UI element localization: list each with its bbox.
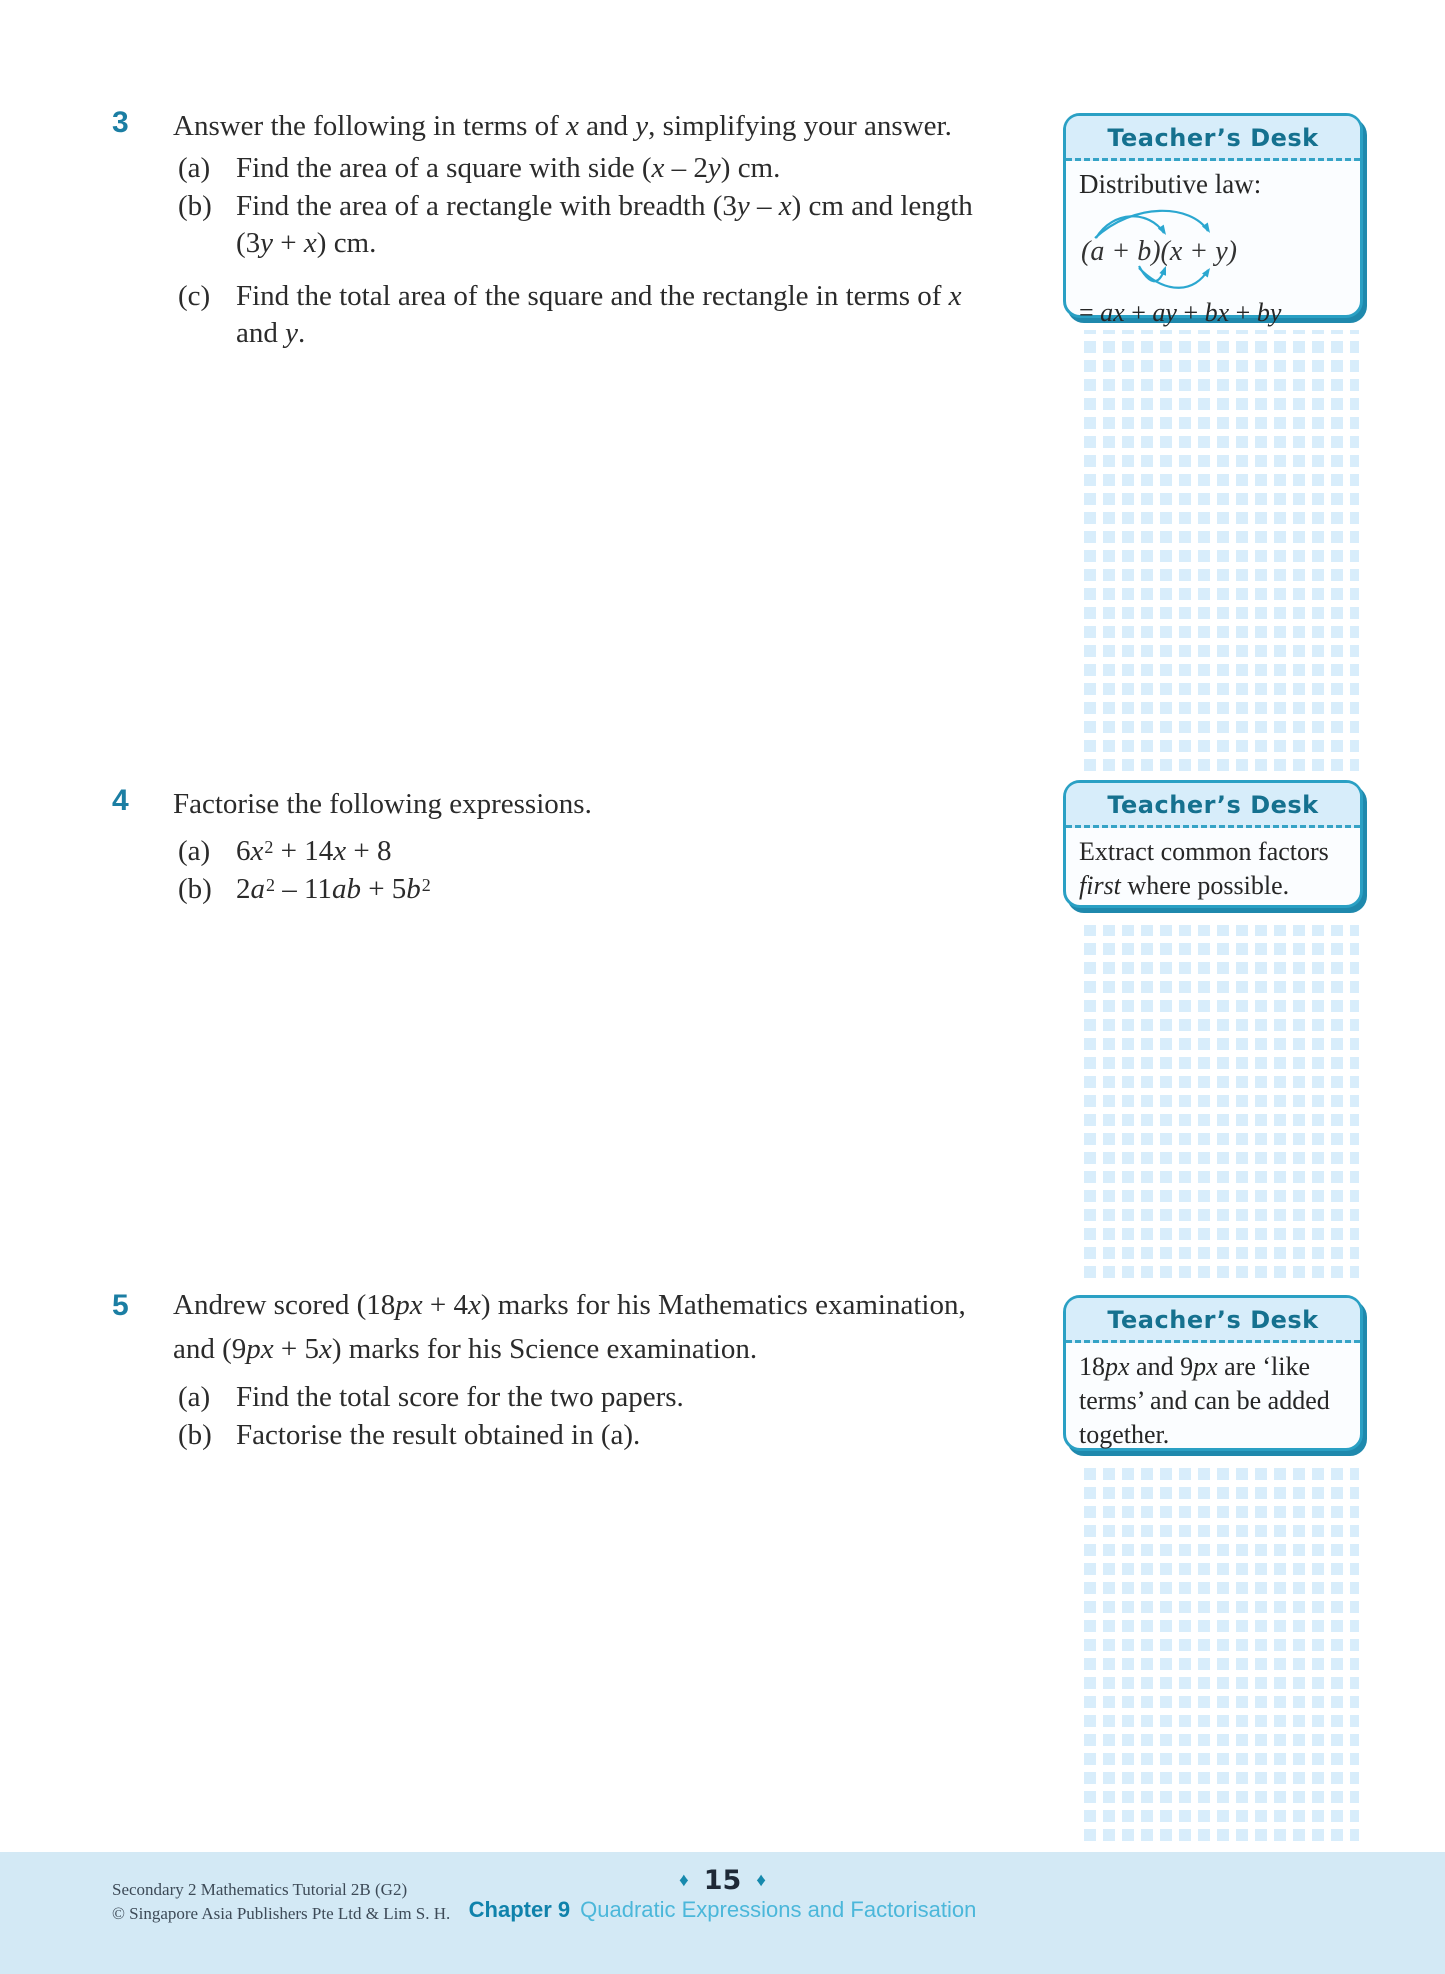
teachers-desk-title: Teacher’s Desk — [1066, 1298, 1360, 1343]
part-text: $6x^2 + 14x + 8$ — [236, 835, 392, 867]
part-label: (a) — [178, 152, 211, 184]
dotted-grid-area — [1077, 1463, 1359, 1848]
teachers-desk-content — [1066, 161, 1360, 332]
distributive-law-label: Distributive law: — [1079, 169, 1262, 199]
question-part-b — [173, 871, 1072, 908]
question-part-b — [173, 1417, 1072, 1454]
part-label: (c) — [178, 280, 211, 312]
page-number — [0, 1865, 1445, 1896]
page-number-value: 15 — [703, 1865, 742, 1896]
footer — [0, 1852, 1445, 1974]
part-label: (a) — [178, 1381, 211, 1413]
part-label: (a) — [178, 835, 211, 867]
distributive-law-diagram — [1079, 202, 1351, 298]
question-number: 3 — [112, 106, 129, 139]
part-label: (b) — [178, 873, 212, 905]
teachers-desk-title: Teacher’s Desk — [1066, 783, 1360, 828]
question-number: 4 — [112, 784, 129, 817]
part-text: Find the area of a square with side (x – 2y) cm. — [236, 152, 781, 184]
question-part-c — [173, 278, 1072, 352]
teachers-desk-box-2 — [1063, 780, 1363, 908]
part-text: $2a^2 - 11ab + 5b^2$ — [236, 873, 431, 905]
question-part-a — [173, 150, 1072, 187]
teachers-desk-box-1 — [1063, 113, 1363, 327]
question-number: 5 — [112, 1289, 129, 1322]
question-part-a — [173, 1379, 1072, 1416]
distributive-result: = ax + ay + bx + by — [1079, 298, 1282, 327]
question-part-b — [173, 188, 1072, 262]
part-text: Find the total area of the square and the rectangle in terms of x and y. — [236, 280, 962, 349]
question-text: Andrew scored (18px + 4x) marks for his Mathematics examination, and (9px + 5x) marks for his Science examination. — [173, 1289, 966, 1365]
tip-text: Extract common factors first where possible. — [1079, 837, 1329, 900]
question-part-a — [173, 833, 1072, 870]
dotted-grid-area — [1077, 925, 1359, 1285]
teachers-desk-content — [1066, 828, 1360, 907]
copyright: © Singapore Asia Publishers Pte Ltd & Lim S. H. — [112, 1904, 451, 1923]
chapter-title: Quadratic Expressions and Factorisation — [580, 1897, 977, 1922]
chapter-line — [0, 1897, 1445, 1923]
diamond-icon: ♦ — [679, 1870, 689, 1891]
part-text: Factorise the result obtained in (a). — [236, 1419, 641, 1451]
teachers-desk-title: Teacher’s Desk — [1066, 116, 1360, 161]
book-title: Secondary 2 Mathematics Tutorial 2B (G2) — [112, 1880, 408, 1899]
diamond-icon: ♦ — [756, 1870, 766, 1891]
part-text: Find the area of a rectangle with breadth (3y – x) cm and length (3y + x) cm. — [236, 190, 973, 259]
distributive-expression: (a + b)(x + y) — [1081, 236, 1237, 267]
part-label: (b) — [178, 190, 212, 222]
teachers-desk-box-3 — [1063, 1295, 1363, 1451]
chapter-label: Chapter 9 — [468, 1897, 571, 1922]
dotted-grid-area — [1077, 330, 1359, 778]
tip-text: 18px and 9px are ‘like terms’ and can be added together. — [1079, 1352, 1330, 1449]
part-text: Find the total score for the two papers. — [236, 1381, 684, 1413]
teachers-desk-content — [1066, 1343, 1360, 1456]
question-text: Factorise the following expressions. — [173, 788, 592, 820]
part-label: (b) — [178, 1419, 212, 1451]
question-text: Answer the following in terms of x and y, simplifying your answer. — [173, 110, 952, 142]
